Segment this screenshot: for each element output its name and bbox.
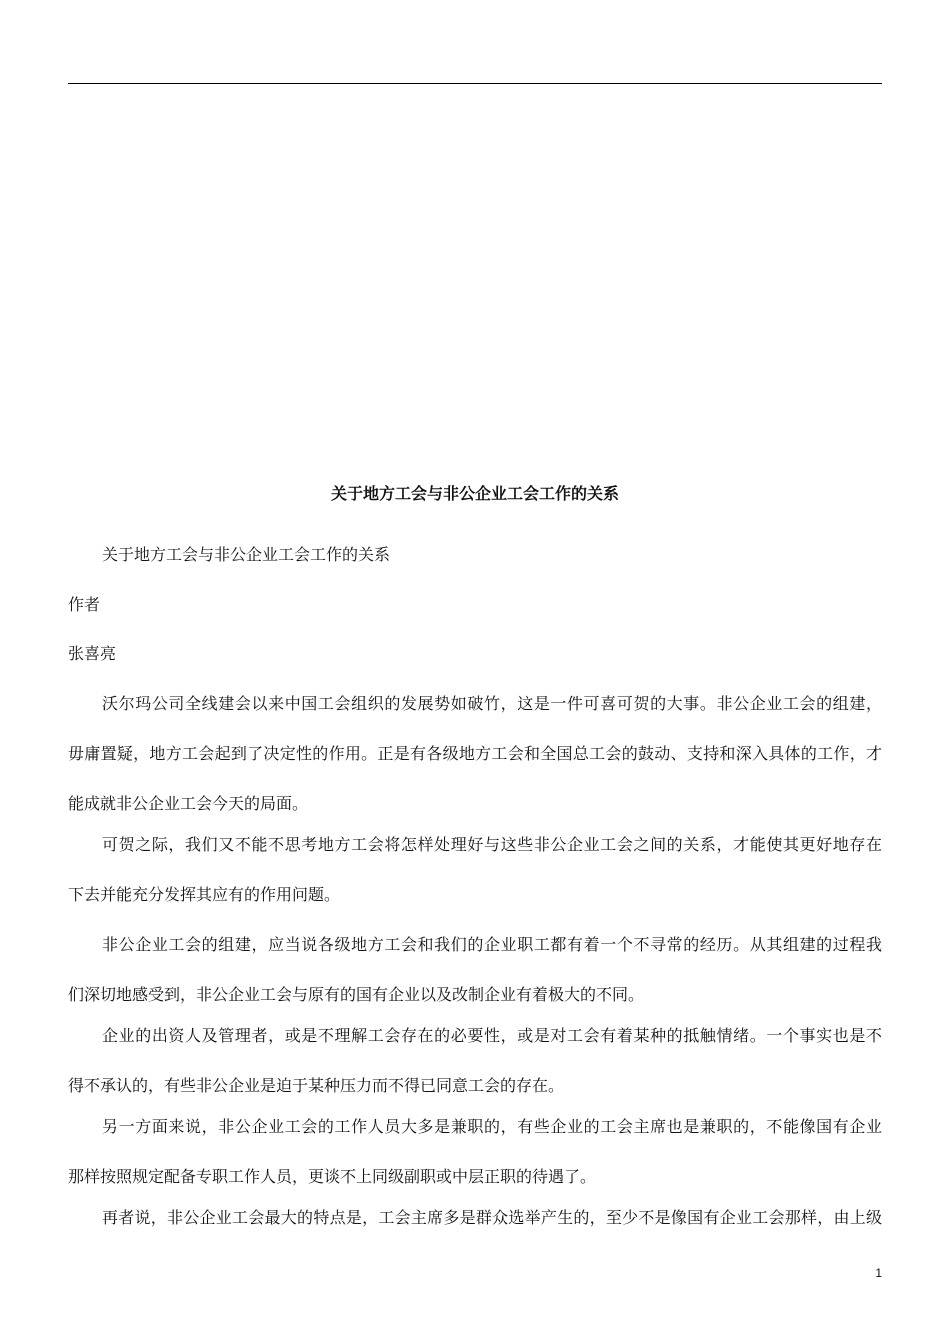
body-line: 那样按照规定配备专职工作人员，更谈不上同级副职或中层正职的待遇了。 [68,1167,597,1186]
body-line: 可贺之际，我们又不能不思考地方工会将怎样处理好与这些非公企业工会之间的关系，才能使其更好地存在 [102,835,882,854]
body-line: 能成就非公企业工会今天的局面。 [68,794,309,813]
body-line: 们深切地感受到，非公企业工会与原有的国有企业以及改制企业有着极大的不同。 [68,985,645,1004]
header-rule [68,83,882,84]
body-line: 再者说，非公企业工会最大的特点是，工会主席多是群众选举产生的，至少不是像国有企业工会那样，由上级 [102,1208,882,1227]
author-name: 张喜亮 [68,644,117,663]
document-title: 关于地方工会与非公企业工会工作的关系 [330,484,619,503]
body-line: 毋庸置疑，地方工会起到了决定性的作用。正是有各级地方工会和全国总工会的鼓动、支持和深入具体的工作，才 [68,744,882,763]
body-line: 另一方面来说，非公企业工会的工作人员大多是兼职的，有些企业的工会主席也是兼职的，不能像国有企业 [102,1117,882,1136]
body-line: 企业的出资人及管理者，或是不理解工会存在的必要性，或是对工会有着某种的抵触情绪。一个事实也是不 [102,1026,882,1045]
page-number: 1 [875,1266,882,1280]
body-line: 非公企业工会的组建，应当说各级地方工会和我们的企业职工都有着一个不寻常的经历。从其组建的过程我 [102,935,882,954]
body-line: 沃尔玛公司全线建会以来中国工会组织的发展势如破竹，这是一件可喜可贺的大事。非公企业工会的组建， [102,694,882,713]
author-label: 作者 [68,595,101,614]
body-line: 得不承认的，有些非公企业是迫于某种压力而不得已同意工会的存在。 [68,1076,565,1095]
body-line: 下去并能充分发挥其应有的作用问题。 [68,885,341,904]
document-subtitle: 关于地方工会与非公企业工会工作的关系 [102,545,391,564]
